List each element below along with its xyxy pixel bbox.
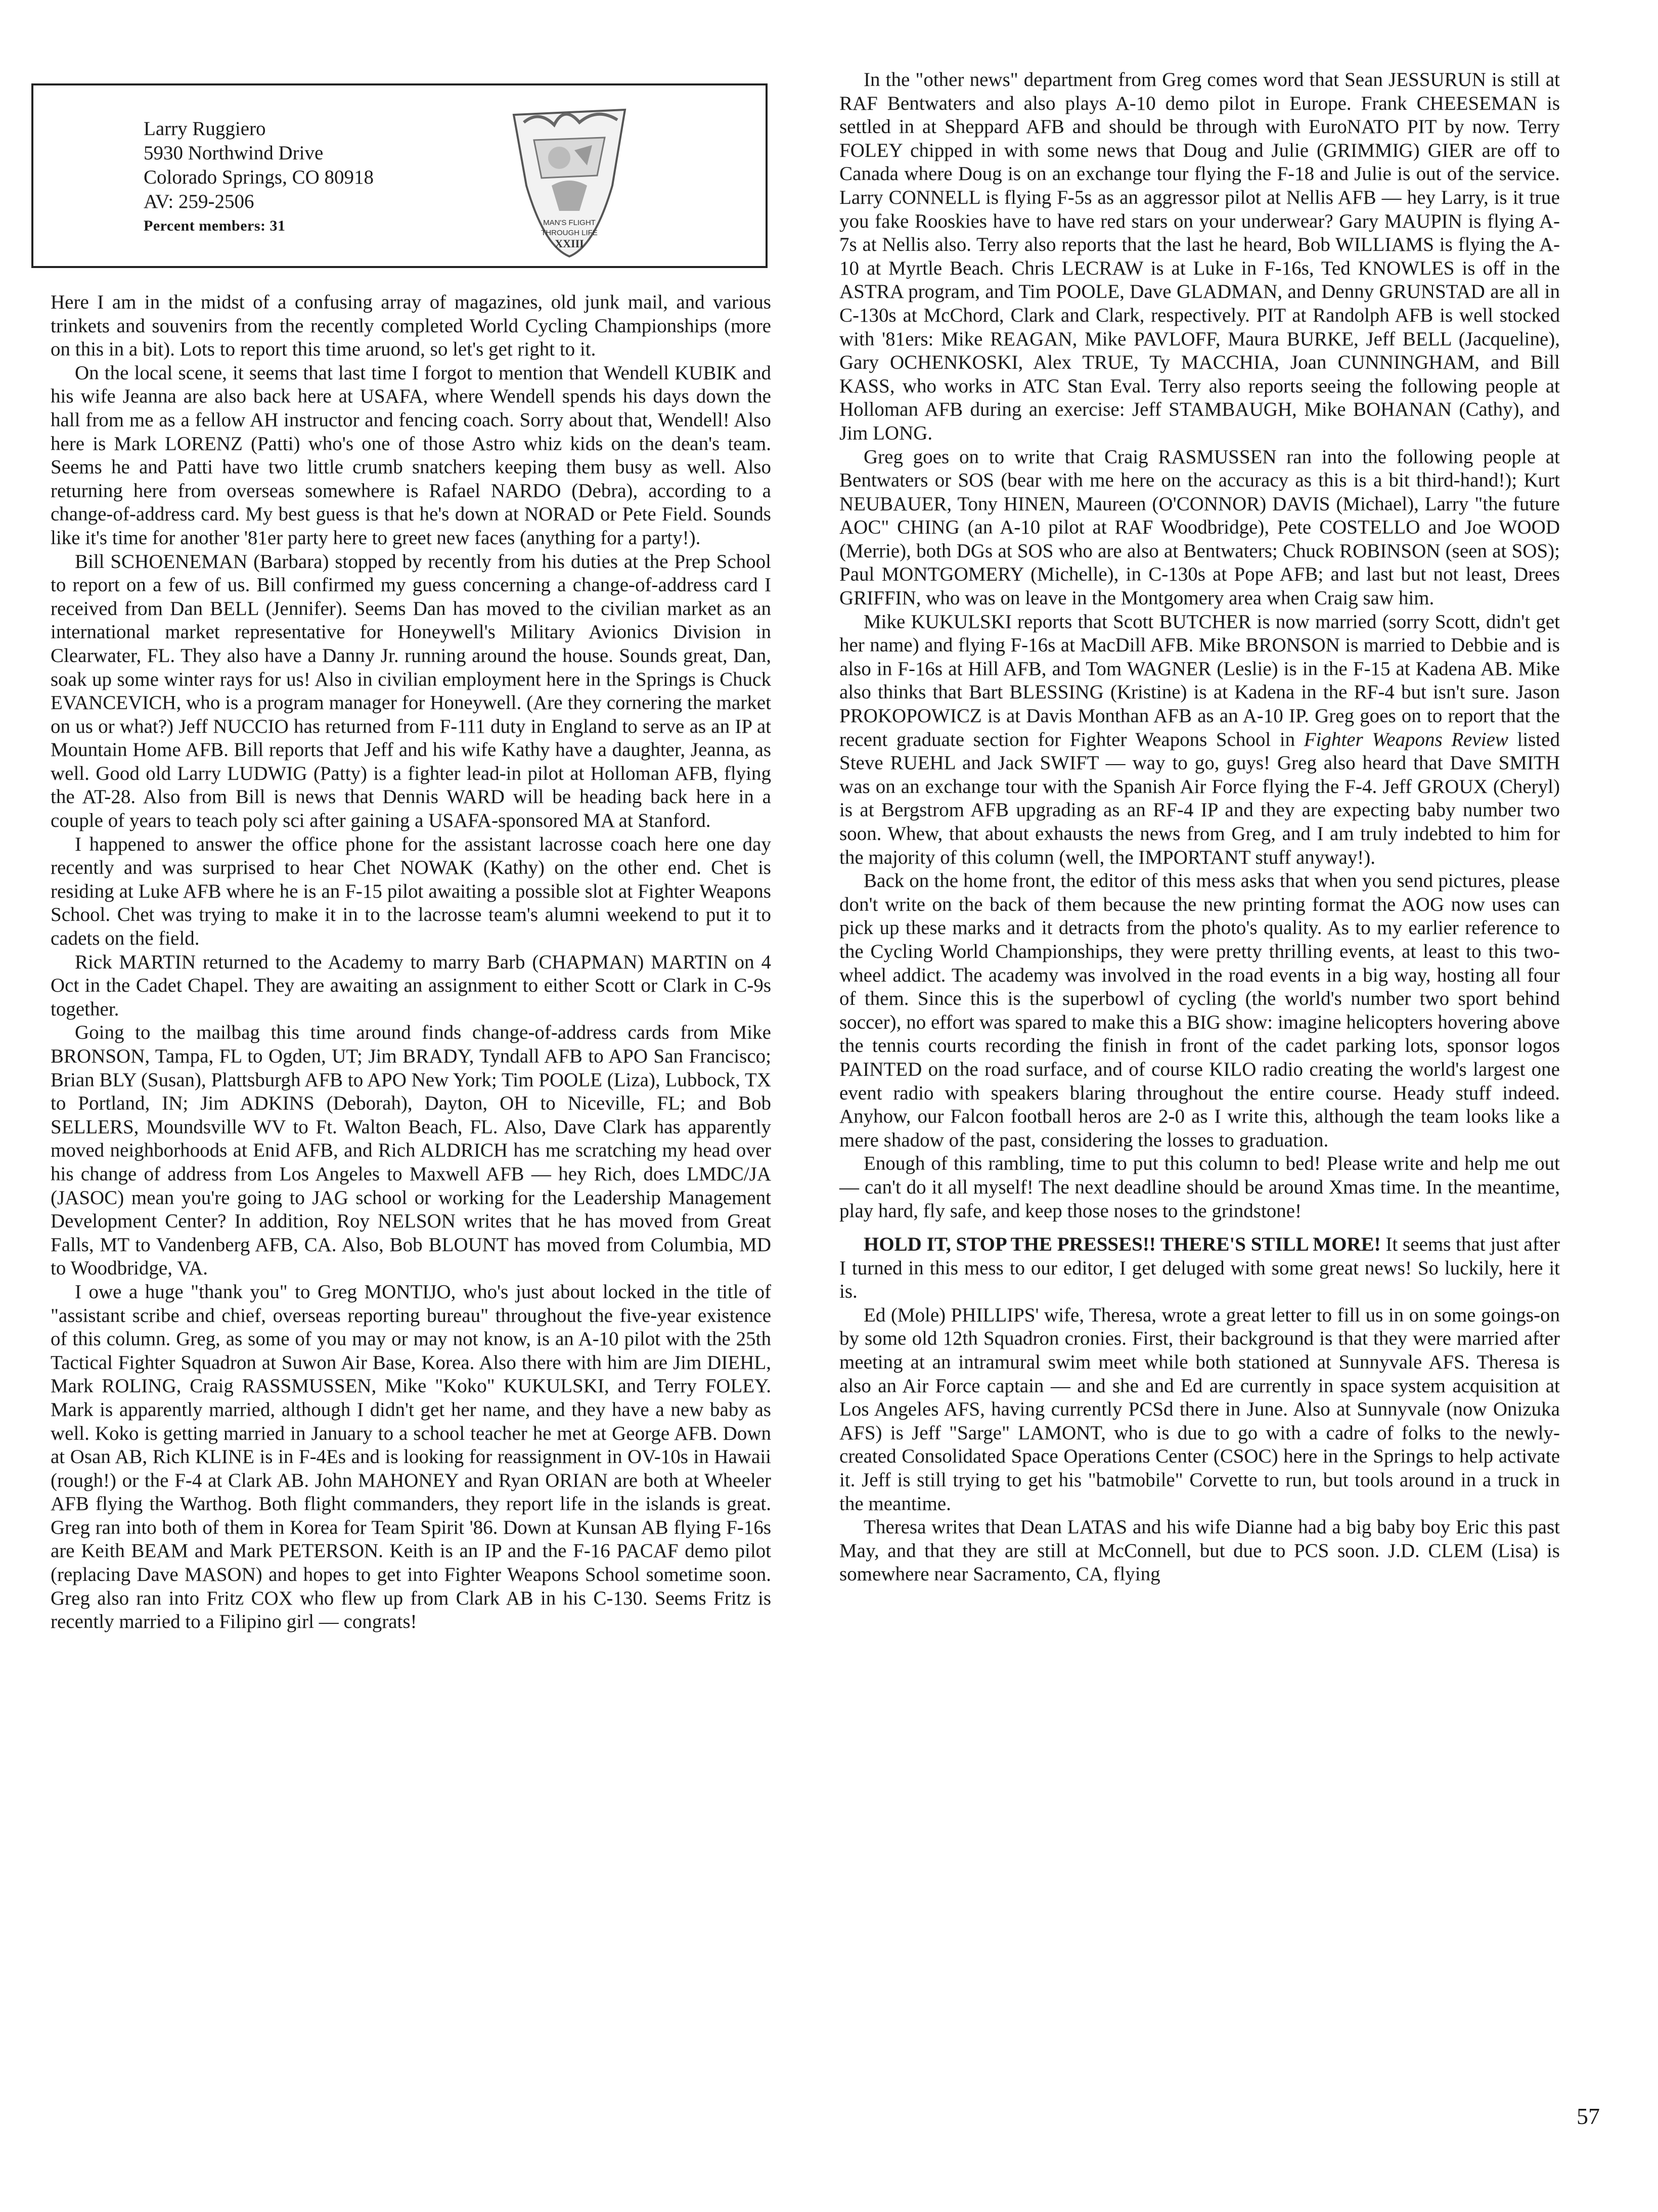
right-column bbox=[839, 68, 1560, 1586]
article-paragraph: Rick MARTIN returned to the Academy to marry Barb (CHAPMAN) MARTIN on 4 Oct in the Cadet Chapel. They are awaiting an assignment to either Scott or Clark in C-9s together. bbox=[51, 951, 771, 1020]
publication-title: Fighter Weapons Review bbox=[1304, 728, 1508, 750]
stop-presses-heading: HOLD IT, STOP THE PRESSES!! THERE'S STILL MORE! bbox=[864, 1233, 1381, 1256]
correspondent-phone: AV: 259-2506 bbox=[144, 191, 254, 212]
article-paragraph bbox=[839, 1233, 1560, 1304]
article-paragraph: Ed (Mole) PHILLIPS' wife, Theresa, wrote a great letter to fill us in on some goings-on by some old 12th Squadron cronies. First, their background is that they were married after meeting at an intramural swim meet while both stationed at Sunnyvale AFS. Theresa is also an Air Force captain — and she and Ed are currently in space system acquisition at Los Angeles AFS, having currently PCSd there in June. Also at Sunnyvale (now Onizuka AFS) is Jeff "Sarge" LAMONT, who is due to go with a cadre of folks to the newly-created Consolidated Space Operations Center (CSOC) here in the Springs to help activate it. Jeff is still trying to get his "batmobile" Corvette to run, but tools around in a truck in the meantime. bbox=[839, 1304, 1560, 1515]
correspondent-name: Larry Ruggiero bbox=[144, 118, 266, 140]
article-paragraph: I owe a huge "thank you" to Greg MONTIJO, who's just about locked in the title of "assistant scribe and chief, overseas reporting bureau" throughout the five-year existence of this column. Greg, as some of you may or may not know, is an A-10 pilot with the 25th Tactical Fighter Squadron at Suwon Air Base, Korea. Also there with him are Jim DIEHL, Mark ROLING, Craig RASSMUSSEN, Mike "Koko" KUKULSKI, and Terry FOLEY. Mark is apparently married, although I didn't get her name, and they have a new baby as well. Koko is getting married in January to a school teacher he met at George AFB. Down at Osan AB, Rich KLINE is in F-4Es and is looking for reassignment in OV-10s in Hawaii (rough!) or the F-4 at Clark AB. John MAHONEY and Ryan ORIAN are both at Wheeler AFB flying the Warthog. Both flight commanders, they report life in the islands is great. Greg ran into both of them in Korea for Team Spirit '86. Down at Kunsan AB flying F-16s are Keith BEAM and Mark PETERSON. Keith is an IP and the F-16 PACAF demo pilot (replacing Dave MASON) and hopes to get into Fighter Weapons School sometime soon. Greg also ran into Fritz COX who flew up from Clark AB in his C-130. Seems Fritz is recently married to a Filipino girl — congrats! bbox=[51, 1280, 771, 1633]
paragraph-text: Mike KUKULSKI reports that Scott BUTCHER is now married (sorry Scott, didn't get her name) and flying F-16s at MacDill AFB. Mike BRONSON is married to Debbie and is also in F-16s at Hill AFB, and Tom WAGNER (Leslie) is in the F-15 at Kadena AB. Mike also thinks that Bart BLESSING (Kristine) is at Kadena in the RF-4 but isn't sure. Jason PROKOPOWICZ is at Davis Monthan AFB as an A-10 IP. Greg goes on to report that the recent graduate section for Fighter Weapons School in bbox=[839, 610, 1560, 750]
article-paragraph: On the local scene, it seems that last time I forgot to mention that Wendell KUBIK and his wife Jeanna are also back here at USAFA, where Wendell spends his days down the hall from me as a fellow AH instructor and fencing coach. Sorry about that, Wendell! Also here is Mark LORENZ (Patti) who's one of those Astro whiz kids on the dean's team. Seems he and Patti have two little crumb snatchers keeping them busy as well. Also returning here from overseas somewhere is Rafael NARDO (Debra), according to a change-of-address card. My best guess is that he's down at NORAD or Pete Field. Sounds like it's time for another '81er party here to greet new faces (anything for a party!). bbox=[51, 362, 771, 549]
correspondent-street: 5930 Northwind Drive bbox=[144, 142, 324, 164]
svg-text:THROUGH LIFE: THROUGH LIFE bbox=[541, 229, 598, 237]
correspondent-address bbox=[144, 117, 374, 238]
article-paragraph: Back on the home front, the editor of this mess asks that when you send pictures, please don't write on the back of them because the new printing format the AOG now uses can pick up these marks and it detracts from the photo's quality. As to my earlier reference to the Cycling World Championships, they were pretty thrilling events, at least to this two-wheel addict. The academy was involved in the road events in a big way, hosting all four of them. Since this is the superbowl of cycling (the world's number two sport behind soccer), no effort was spared to make this a BIG show: imagine helicopters hovering above the tennis courts recording the finish in front of the cadet parking lots, sponsor logos PAINTED on the road surface, and of course KILO radio creating the world's largest one event radio with speakers blaring throughout the entire course. Heady stuff indeed. Anyhow, our Falcon football heros are 2-0 as I write this, although the team looks like a mere shadow of the past, considering the losses to graduation. bbox=[839, 870, 1560, 1151]
correspondent-city: Colorado Springs, CO 80918 bbox=[144, 166, 374, 188]
article-paragraph: Going to the mailbag this time around finds change-of-address cards from Mike BRONSON, Tampa, FL to Ogden, UT; Jim BRADY, Tyndall AFB to APO San Francisco; Brian BLY (Susan), Plattsburgh AFB to APO New York; Tim POOLE (Liza), Lubbock, TX to Portland, IN; Jim ADKINS (Deborah), Dayton, OH to Niceville, FL; and Bob SELLERS, Moundsville WV to Ft. Walton Beach, FL. Also, Dave Clark has apparently moved neighborhoods at Enid AFB, and Rich ALDRICH has me scratching my head over his change of address from Los Angeles to Maxwell AFB — hey Rich, does LMDC/JA (JASOC) mean you're going to JAG school or working for the Leadership Management Development Center? In addition, Roy NELSON writes that he has moved from Great Falls, MT to Vandenberg AFB, CA. Also, Bob BLOUNT has moved from Columbia, MD to Woodbridge, VA. bbox=[51, 1022, 771, 1279]
class-crest-logo bbox=[504, 95, 635, 259]
percent-members: Percent members: 31 bbox=[144, 217, 286, 234]
correspondent-box bbox=[31, 83, 768, 268]
page-number: 57 bbox=[1577, 2103, 1600, 2129]
paragraph-text: listed Steve RUEHL and Jack SWIFT — way to go, guys! Greg also heard that Dave SMITH was on an exchange tour with the Spanish Air Force flying the F-4. Jeff GROUX (Cheryl) is at Bergstrom AFB upgrading as an RF-4 IP and they are expecting baby number two soon. Whew, that about exhausts the news from Greg, and I am truly indebted to him for the majority of this column (well, the IMPORTANT stuff anyway!). bbox=[839, 728, 1560, 868]
article-paragraph: Enough of this rambling, time to put this column to bed! Please write and help me out — can't do it all myself! The next deadline should be around Xmas time. In the meantime, play hard, fly safe, and keep those noses to the grindstone! bbox=[839, 1153, 1560, 1222]
article-paragraph: I happened to answer the office phone for the assistant lacrosse coach here one day recently and was surprised to hear Chet NOWAK (Kathy) on the other end. Chet is residing at Luke AFB where he is an F-15 pilot awaiting a possible slot at Fighter Weapons School. Chet was trying to make it in to the lacrosse team's alumni weekend to put it to cadets on the field. bbox=[51, 833, 771, 950]
article-paragraph: Theresa writes that Dean LATAS and his wife Dianne had a big baby boy Eric this past May, and that they are still at McConnell, but due to PCS soon. J.D. CLEM (Lisa) is somewhere near Sacramento, CA, flying bbox=[839, 1516, 1560, 1585]
article-paragraph: Bill SCHOENEMAN (Barbara) stopped by recently from his duties at the Prep School to report on a few of us. Bill confirmed my guess concerning a change-of-address card I received from Dan BELL (Jennifer). Seems Dan has moved to the civilian market as an international market representative for Honeywell's Military Avionics Division in Clearwater, FL. They also have a Danny Jr. running around the house. Sounds great, Dan, soak up some winter rays for us! Also in civilian employment here in the Springs is Chuck EVANCEVICH, who is a program manager for Honeywell. (Are they cornering the market on us or what?) Jeff NUCCIO has returned from F-111 duty in England to serve as an IP at Mountain Home AFB. Bill reports that Jeff and his wife Kathy have a daughter, Jeanna, as well. Good old Larry LUDWIG (Patty) is a fighter lead-in pilot at Holloman AFB, flying the AT-28. Also from Bill is news that Dennis WARD will be heading back here in a couple of years to teach poly sci after gaining a USAFA-sponsored MA at Stanford. bbox=[51, 550, 771, 832]
article-paragraph: Here I am in the midst of a confusing array of magazines, old junk mail, and various trinkets and souvenirs from the recently completed World Cycling Championships (more on this in a bit). Lots to report this time aruond, so let's get right to it. bbox=[51, 291, 771, 361]
svg-text:MAN'S FLIGHT: MAN'S FLIGHT bbox=[543, 218, 596, 227]
article-paragraph: Greg goes on to write that Craig RASMUSSEN ran into the following people at Bentwaters or SOS (bear with me here on the accuracy as this is a bit third-hand!); Kurt NEUBAUER, Tony HINEN, Maureen (O'CONNOR) DAVIS (Michael), Larry "the future AOC" CHING (an A-10 pilot at RAF Woodbridge), Pete COSTELLO and Joe WOOD (Merrie), both DGs at SOS who are also at Bentwaters; Chuck ROBINSON (seen at SOS); Paul MONTGOMERY (Michelle), in C-130s at Pope AFB; and last but not least, Drees GRIFFIN, who was on leave in the Montgomery area when Craig saw him. bbox=[839, 446, 1560, 609]
svg-text:XXIII: XXIII bbox=[555, 237, 584, 250]
left-column bbox=[51, 291, 771, 1634]
article-paragraph bbox=[839, 610, 1560, 870]
paragraph-text: It seems that just after I turned in this mess to our editor, I get deluged with some great news! So luckily, here it is. bbox=[839, 1233, 1560, 1303]
article-paragraph: In the "other news" department from Greg comes word that Sean JESSURUN is still at RAF Bentwaters and also plays A-10 demo pilot in Europe. Frank CHEESEMAN is settled in at Sheppard AFB and should be through with EuroNATO PIT by now. Terry FOLEY chipped in with some news that Doug and Julie (GRIMMIG) GIER are off to Canada where Doug is on an exchange tour flying the F-18 and Julie is out of the service. Larry CONNELL is flying F-5s as an aggressor pilot at Nellis AFB — hey Larry, is it true you fake Rooskies have to have red stars on your underwear? Gary MAUPIN is flying A-7s at Nellis also. Terry also reports that the last he heard, Bob WILLIAMS is flying the A-10 at Myrtle Beach. Chris LECRAW is at Luke in F-16s, Ted KNOWLES is off in the ASTRA program, and Tim POOLE, Dave GLADMAN, and Denny GRUNSTAD are all in C-130s at McChord, Clark and Clark, respectively. PIT at Randolph AFB is well stocked with '81ers: Mike REAGAN, Mike PAVLOFF, Maura BURKE, Jeff BELL (Jacqueline), Gary OCHENKOSKI, Alex TRUE, Ty MACCHIA, Joan CUNNINGHAM, and Bill KASS, who works in ATC Stan Eval. Terry also reports seeing the following people at Holloman AFB during an exercise: Jeff STAMBAUGH, Mike BOHANAN (Cathy), and Jim LONG. bbox=[839, 69, 1560, 444]
